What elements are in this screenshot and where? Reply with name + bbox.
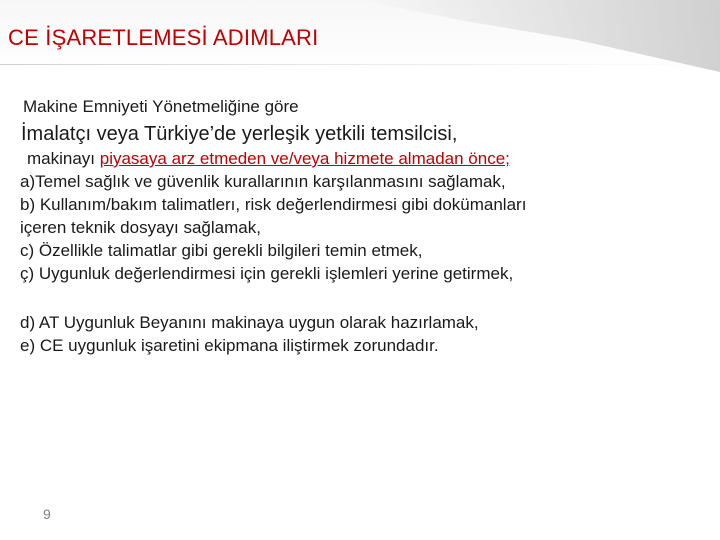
manufacturer-statement: İmalatçı veya Türkiye’de yerleşik yetkili temsilcisi, [21,123,458,145]
title-divider [0,64,720,65]
regulation-basis: Makine Emniyeti Yönetmeliğine göre [23,97,299,116]
paragraph-spacer [20,285,710,311]
slide-body [20,96,710,357]
intro-prefix: makinayı [27,149,100,168]
page-number: 9 [43,506,51,522]
obligation-item-b-continued: içeren teknik dosyayı sağlamak, [20,218,261,237]
obligation-item-c: c) Özellikle talimatlar gibi gerekli bilgileri temin etmek, [20,241,423,260]
intro-underlined-phrase: piyasaya arz etmeden ve/veya hizmete almadan önce; [99,149,510,168]
obligation-item-b: b) Kullanım/bakım talimatlerı, risk değerlendirmesi gibi dokümanları [20,195,527,214]
obligation-item-cc: ç) Uygunluk değerlendirmesi için gerekli işlemleri yerine getirmek, [20,264,514,283]
intro-line [27,148,710,170]
obligation-item-d: d) AT Uygunluk Beyanını makinaya uygun olarak hazırlamak, [20,313,479,332]
slide-title: CE İŞARETLEMESİ ADIMLARI [8,25,319,50]
obligation-item-e: e) CE uygunluk işaretini ekipmana iliştirmek zorundadır. [20,336,439,355]
obligation-item-a: a)Temel sağlık ve güvenlik kurallarının karşılanmasını sağlamak, [20,172,506,191]
